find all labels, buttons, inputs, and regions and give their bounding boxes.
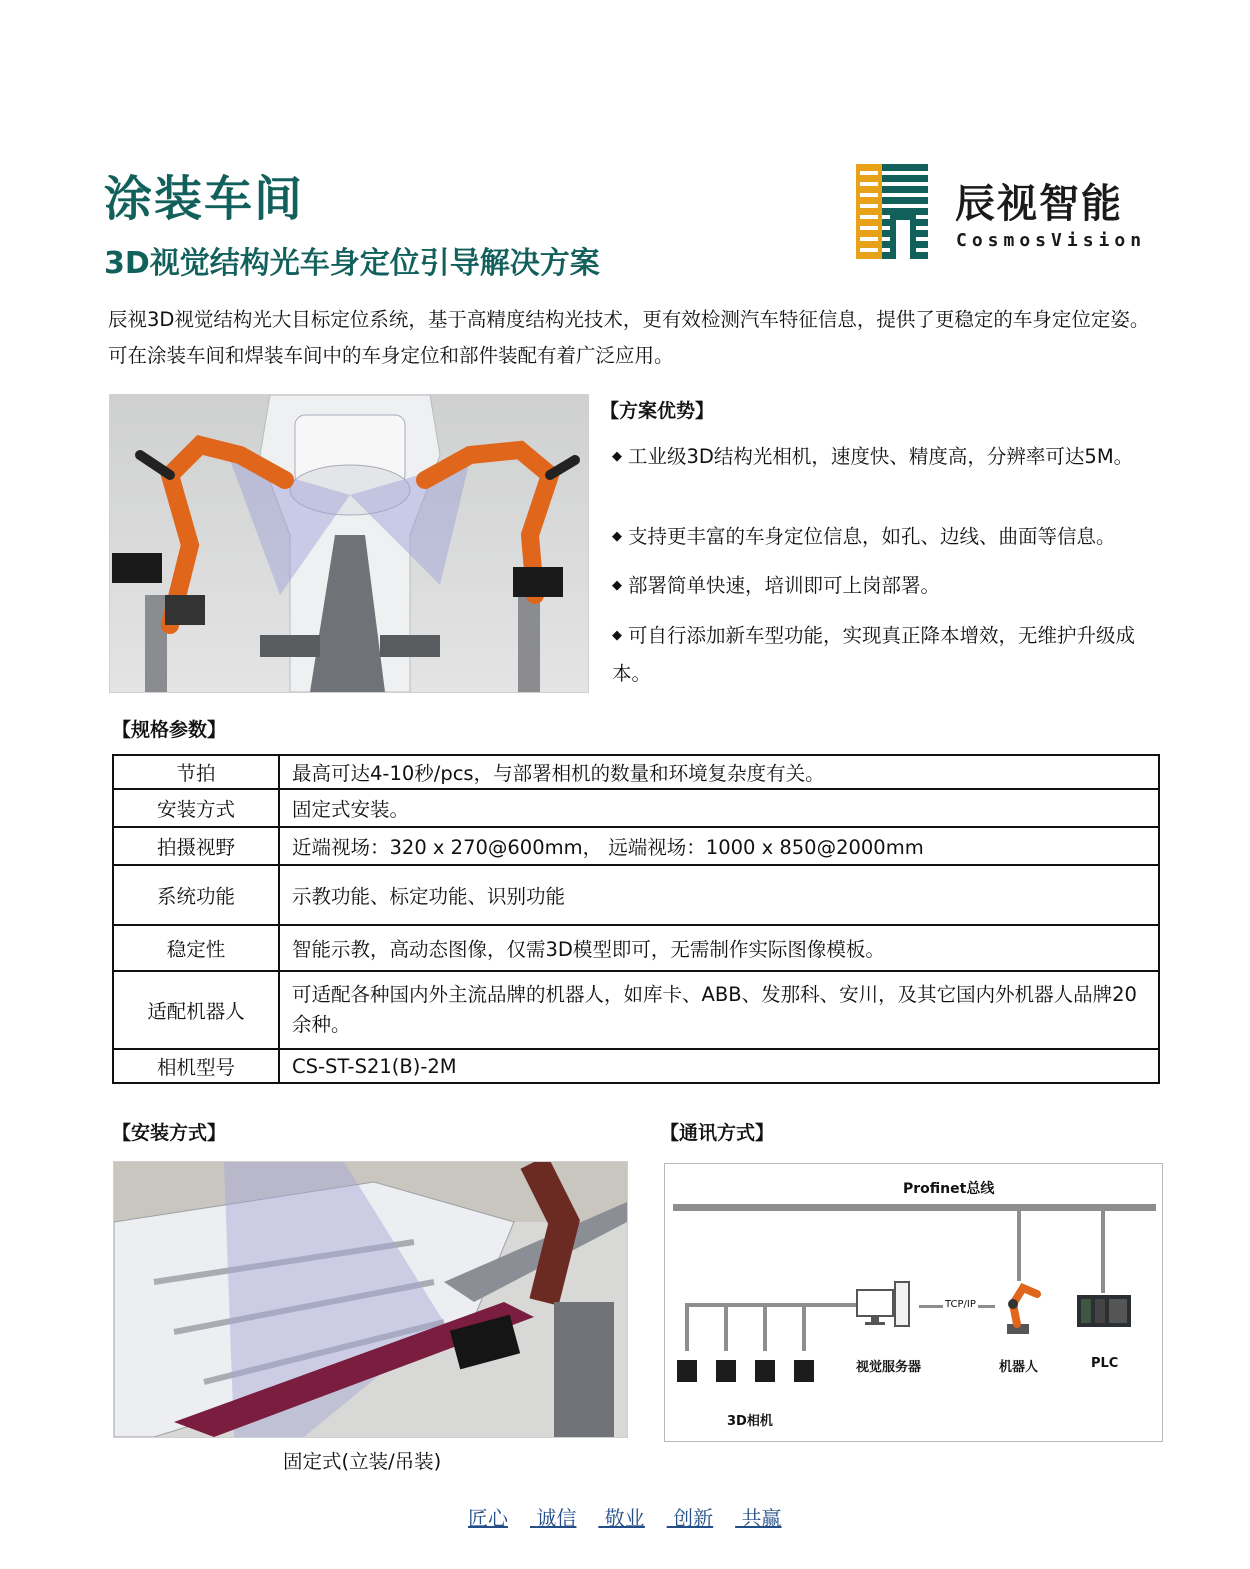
spec-key: 节拍 [113,755,279,789]
cameras-label: 3D相机 [727,1414,773,1429]
advantage-text: 工业级3D结构光相机，速度快、精度高，分辨率可达5M。 [628,445,1134,468]
advantage-text: 支持更丰富的车身定位信息，如孔、边线、曲面等信息。 [628,525,1116,548]
table-row [113,1049,1159,1083]
tcp-label: TCP/IP [945,1299,976,1310]
install-scene-image [113,1161,628,1438]
spec-value: 近端视场：320 x 270@600mm， 远端视场：1000 x 850@2000mm [279,827,1159,865]
spec-value: 智能示教，高动态图像，仅需3D模型即可，无需制作实际图像模板。 [279,925,1159,971]
spec-key: 系统功能 [113,865,279,925]
spec-key: 适配机器人 [113,971,279,1049]
vision-server-label: 视觉服务器 [856,1360,922,1375]
robot-icon [997,1274,1045,1336]
advantage-text: 部署简单快速，培训即可上岗部署。 [628,574,941,597]
spec-value: 最高可达4-10秒/pcs，与部署相机的数量和环境复杂度有关。 [279,755,1159,789]
camera-drop-line [724,1303,728,1351]
camera-drop-line [802,1303,806,1351]
footer-item: 诚信 [536,1506,577,1530]
spec-key: 稳定性 [113,925,279,971]
page-title: 涂装车间 [104,171,305,227]
advantage-item [612,518,1172,556]
spec-value: 固定式安装。 [279,789,1159,827]
camera-icon [677,1360,697,1382]
spec-key: 相机型号 [113,1049,279,1083]
footer-item: 共赢 [741,1506,782,1530]
camera-icon [755,1360,775,1382]
spec-key: 拍摄视野 [113,827,279,865]
intro-paragraph: 辰视3D视觉结构光大目标定位系统，基于高精度结构光技术，更有效检测汽车特征信息，提供了更稳定的车身定位定姿。可在涂装车间和焊装车间中的车身定位和部件装配有着广泛应用。 [108,308,1150,367]
comm-diagram [664,1163,1163,1442]
footer-item: 敬业 [604,1506,645,1530]
camera-bus-line [685,1303,857,1307]
diamond-bullet-icon: ◆ [612,628,622,643]
table-row [113,755,1159,789]
specs-heading: 【规格参数】 [112,719,227,741]
page-subtitle: 3D视觉结构光车身定位引导解决方案 [104,246,600,281]
spec-value: 示教功能、标定功能、识别功能 [279,865,1159,925]
bus-line [673,1204,1156,1211]
spec-value: CS-ST-S21(B)-2M [279,1049,1159,1083]
spec-value: 可适配各种国内外主流品牌的机器人，如库卡、ABB、发那科、安川，及其它国内外机器人品牌20余种。 [279,971,1159,1049]
footer-item: 匠心 [468,1506,508,1530]
table-row [113,971,1159,1049]
logo-name-en: CosmosVision [956,230,1147,251]
install-heading: 【安装方式】 [112,1122,227,1144]
table-row [113,925,1159,971]
footer-values [468,1502,803,1531]
comm-heading: 【通讯方式】 [660,1122,775,1144]
plc-drop-line [1101,1211,1105,1293]
diamond-bullet-icon: ◆ [612,449,622,464]
spec-table [112,754,1160,1084]
camera-drop-line [685,1303,689,1351]
table-row [113,789,1159,827]
advantages-heading: 【方案优势】 [600,400,715,422]
logo-mark-icon [852,160,932,264]
camera-icon [716,1360,736,1382]
footer-item: 创新 [673,1506,714,1530]
table-row [113,827,1159,865]
spec-key: 安装方式 [113,789,279,827]
diamond-bullet-icon: ◆ [612,529,622,544]
camera-icon [794,1360,814,1382]
advantage-text: 可自行添加新车型功能，实现真正降本增效，无维护升级成本。 [612,624,1136,685]
plc-icon [1075,1291,1133,1331]
table-row [113,865,1159,925]
logo-name-cn: 辰视智能 [955,181,1123,227]
install-caption: 固定式(立装/吊装) [283,1450,442,1473]
camera-drop-line [763,1303,767,1351]
robot-drop-line [1017,1211,1021,1281]
computer-icon [855,1280,913,1332]
bus-label: Profinet总线 [903,1181,995,1197]
advantage-item [612,438,1172,476]
diamond-bullet-icon: ◆ [612,578,622,593]
advantage-item [612,567,1172,605]
robot-label: 机器人 [999,1360,1039,1375]
robot-scene-image [109,394,589,693]
advantage-item [612,617,1172,693]
plc-label: PLC [1091,1356,1119,1371]
